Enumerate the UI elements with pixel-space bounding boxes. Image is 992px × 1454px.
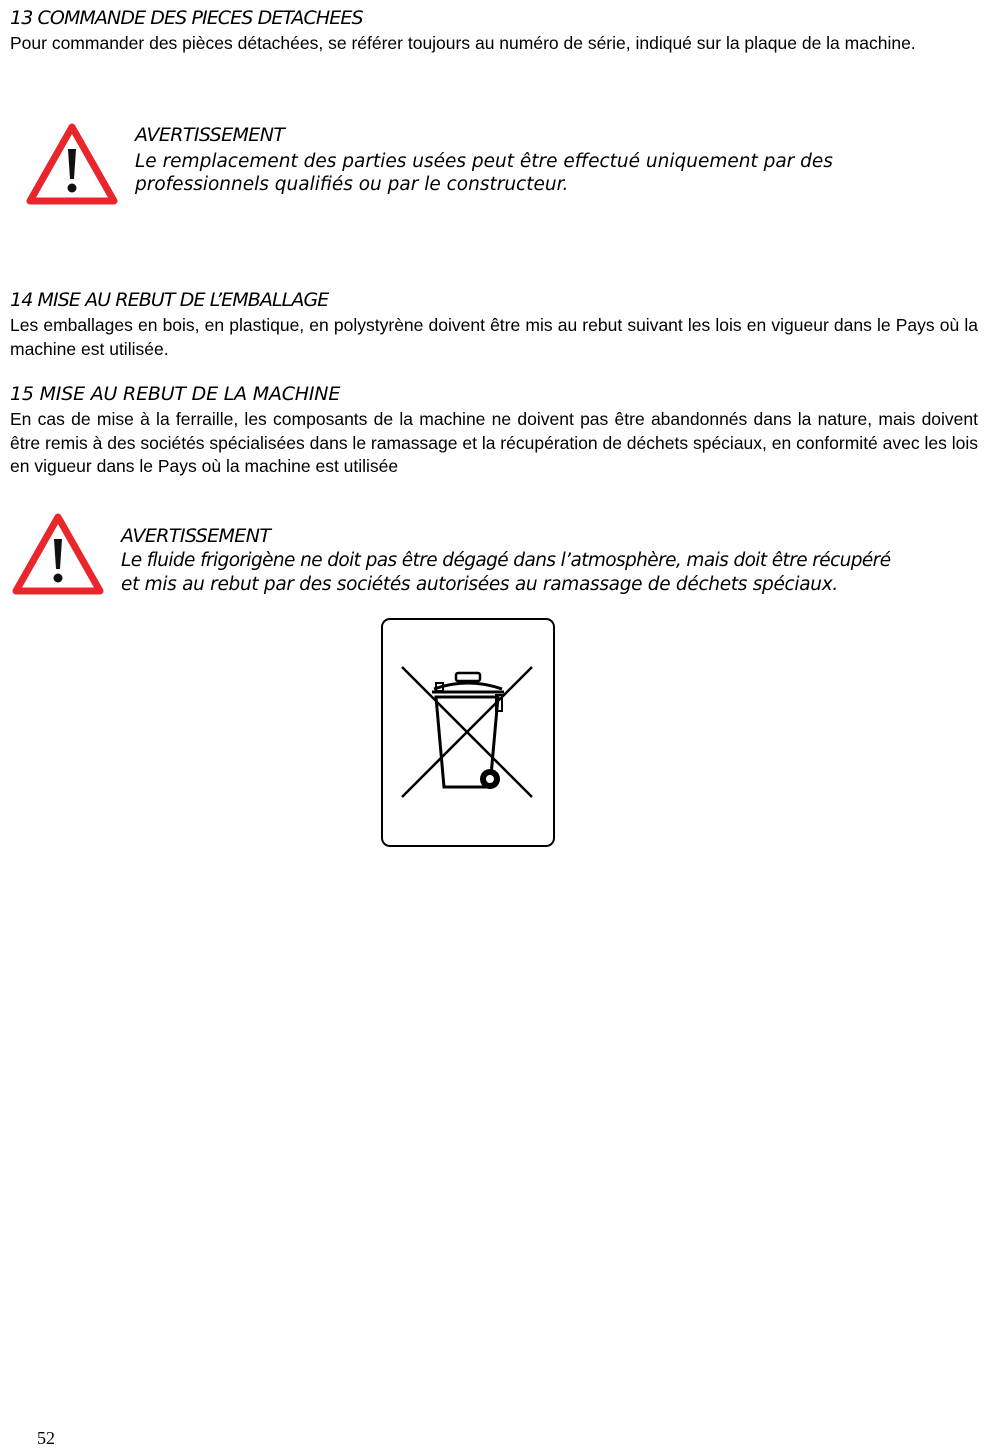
warning-2-line-2: et mis au rebut par des sociétés autorisées au ramassage de déchets spéciaux. [121,574,838,595]
warning-triangle-icon [25,121,119,207]
warning-1-line-2: professionnels qualifiés ou par le constructeur. [135,174,569,195]
warning-triangle-icon [11,511,105,597]
warning-2-line-1: Le fluide frigorigène ne doit pas être dégagé dans l’atmosphère, mais doit être récupéré [121,550,891,571]
warning-1-line-1: Le remplacement des parties usées peut être effectué uniquement par des [135,151,833,172]
crossed-out-wheelie-bin-icon [380,617,556,849]
warning-1-title: AVERTISSEMENT [135,124,285,146]
section-15-heading: 15 MISE AU REBUT DE LA MACHINE [10,383,341,405]
section-14-paragraph: Les emballages en bois, en plastique, en polystyrène doivent être mis au rebut suivant les lois en vigueur dans le Pays où la machine est utilisée. [10,315,978,359]
page-number: 52 [37,1428,55,1448]
section-15-paragraph: En cas de mise à la ferraille, les composants de la machine ne doivent pas être abandonnés dans la nature, mais doivent être remis à des sociétés spécialisées dans le ramassage et la récupération de déchets spéciaux, en conformité avec les lois en vigueur dans le Pays où la machine est utilisée [10,409,978,476]
warning-2-title: AVERTISSEMENT [121,525,271,547]
section-13-heading: 13 COMMANDE DES PIECES DETACHEES [10,7,363,29]
section-13-paragraph: Pour commander des pièces détachées, se référer toujours au numéro de série, indiqué sur la plaque de la machine. [10,33,916,53]
section-14-heading: 14 MISE AU REBUT DE L’EMBALLAGE [10,289,329,311]
